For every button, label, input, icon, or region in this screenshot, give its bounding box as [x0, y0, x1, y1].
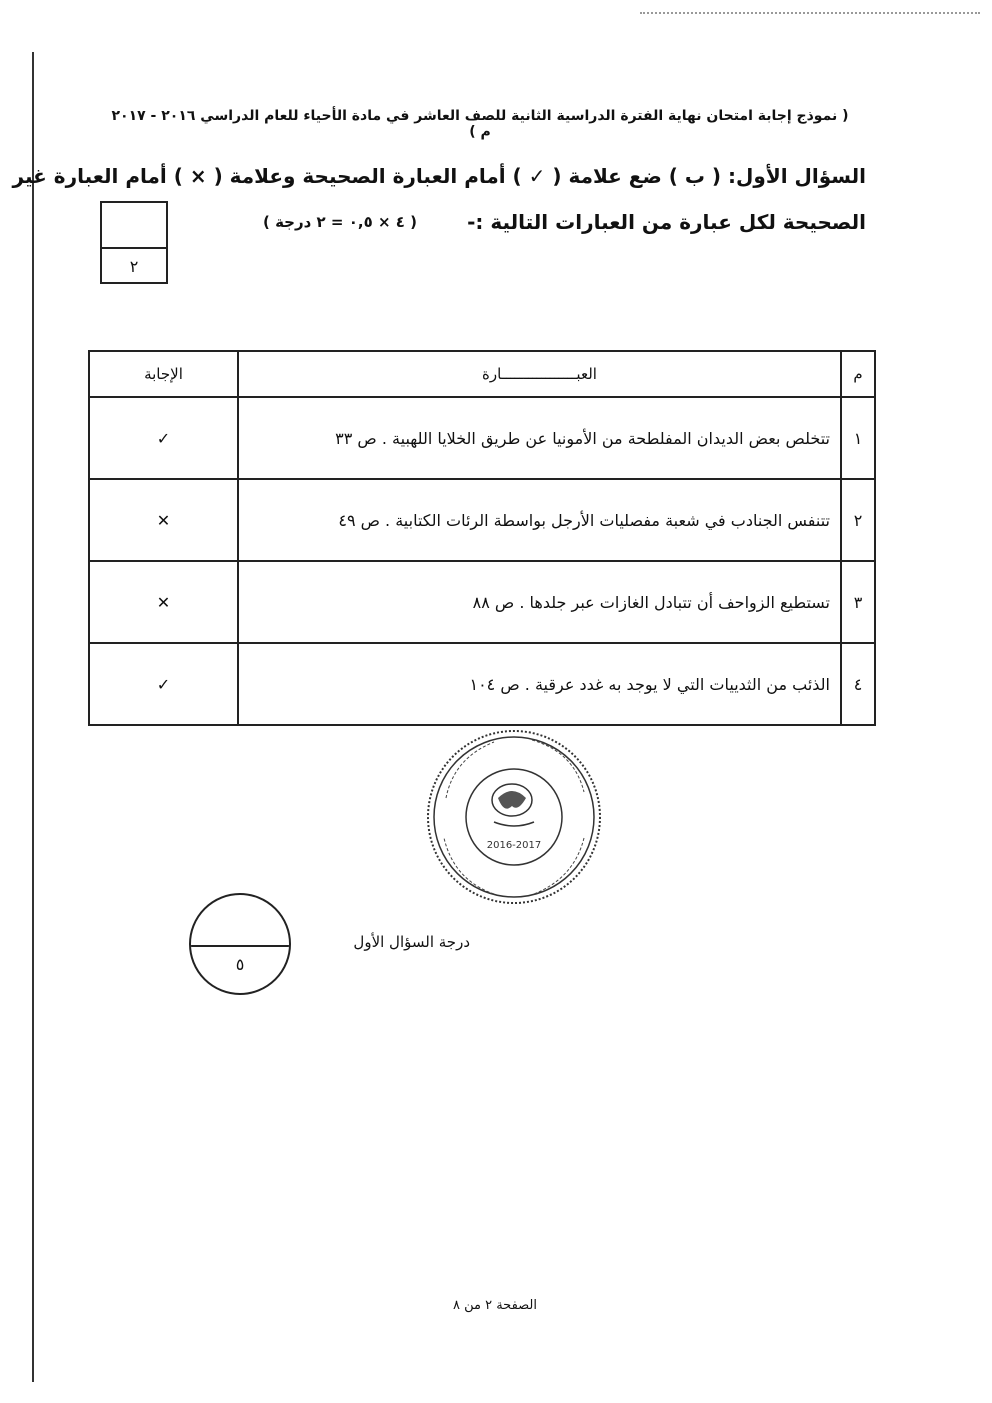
question-score-box — [100, 201, 168, 284]
page-margin-line — [32, 52, 34, 1382]
row-statement: تستطيع الزواحف أن تتبادل الغازات عبر جلدها . ص ٨٨ — [238, 561, 841, 643]
row-num: ١ — [841, 397, 875, 479]
question-grade-circle — [189, 893, 291, 995]
table-row — [89, 479, 875, 561]
official-seal-stamp — [424, 728, 604, 906]
check-mark-icon: ✓ — [89, 397, 238, 479]
question-instruction-line2: الصحيحة لكل عبارة من العبارات التالية :- — [467, 210, 866, 234]
seal-emblem-icon — [492, 784, 534, 826]
row-num: ٣ — [841, 561, 875, 643]
row-num: ٤ — [841, 643, 875, 725]
row-statement: الذئب من الثدييات التي لا يوجد به غدد عرقية . ص ١٠٤ — [238, 643, 841, 725]
table-row — [89, 397, 875, 479]
score-box-empty-cell — [102, 203, 166, 249]
header-num: م — [841, 351, 875, 397]
score-formula: ( ٤ × ٠,٥ = ٢ درجة ) — [263, 213, 417, 231]
page-number: الصفحة ٢ من ٨ — [452, 1298, 537, 1313]
seal-text-ring — [444, 740, 584, 894]
table-row — [89, 643, 875, 725]
page-header-title: ( نموذج إجابة امتحان نهاية الفترة الدراسية الثانية للصف العاشر في مادة الأحياء للعام الدراسي ٢٠١٦ - ٢٠١٧ م ) — [111, 108, 849, 140]
question-instruction-line1: السؤال الأول: ( ب ) ضع علامة ( ✓ ) أمام العبارة الصحيحة وعلامة ( × ) أمام العبارة غير — [12, 164, 866, 188]
question-grade-value: ٥ — [235, 955, 245, 974]
row-statement: تتنفس الجنادب في شعبة مفصليات الأرجل بواسطة الرئات الكتابية . ص ٤٩ — [238, 479, 841, 561]
score-box-value: ٢ — [129, 257, 139, 276]
row-statement: تتخلص بعض الديدان المفلطحة من الأمونيا عن طريق الخلايا اللهبية . ص ٣٣ — [238, 397, 841, 479]
table-row — [89, 561, 875, 643]
scan-artifact-dots — [640, 12, 980, 14]
answers-table — [88, 350, 876, 726]
header-statement: العبـــــــــــــــــارة — [238, 351, 841, 397]
cross-mark-icon: ✕ — [89, 561, 238, 643]
header-answer: الإجابة — [89, 351, 238, 397]
row-num: ٢ — [841, 479, 875, 561]
table-header-row — [89, 351, 875, 397]
cross-mark-icon: ✕ — [89, 479, 238, 561]
seal-year-text: 2016-2017 — [486, 840, 542, 851]
question-grade-label: درجة السؤال الأول — [353, 933, 470, 951]
check-mark-icon: ✓ — [89, 643, 238, 725]
